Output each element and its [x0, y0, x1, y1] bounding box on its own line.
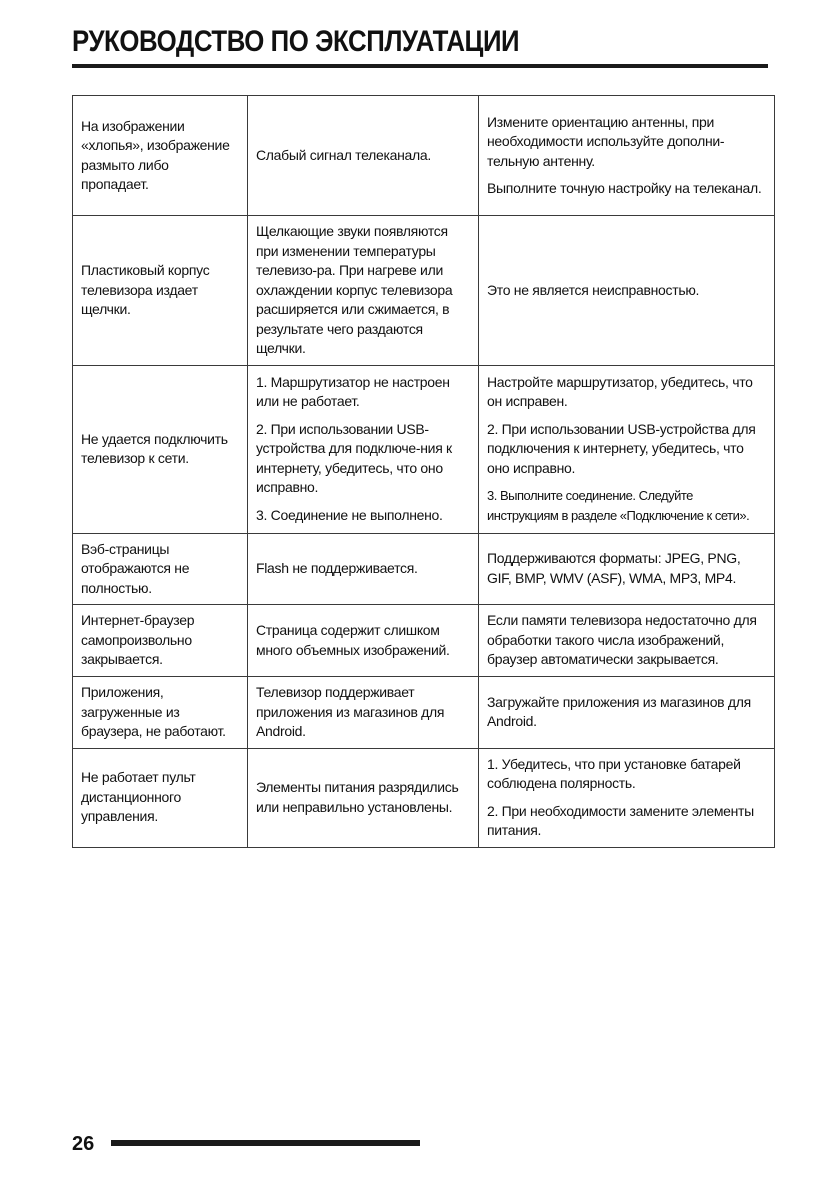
solution-cell [479, 96, 775, 216]
troubleshooting-table [72, 95, 775, 848]
cause-cell [248, 533, 479, 605]
solution-cell [479, 216, 775, 366]
solution-text: Это не является неисправностью. [487, 281, 700, 298]
cause-cell [248, 216, 479, 366]
solution-cell [479, 677, 775, 749]
solution-cell [479, 533, 775, 605]
cause-text: 2. При использовании USB-устройства для подключе-ния к интернету, убедитесь, что оно исправно. [256, 420, 452, 496]
table-row [73, 605, 775, 677]
table-row [73, 216, 775, 366]
problem-text: На изображении «хлопья», изображение размыто либо пропадает. [81, 117, 230, 192]
table-row [73, 365, 775, 533]
table-row [73, 96, 775, 216]
cause-cell [248, 365, 479, 533]
cause-text: Телевизор поддерживает приложения из магазинов для Android. [256, 684, 445, 739]
problem-text: Пластиковый корпус телевизора издает щелчки. [81, 262, 210, 317]
solution-cell [479, 748, 775, 847]
solution-text: 2. При использовании USB-устройства для подключения к интернету, убедитесь, что оно исправно. [487, 420, 756, 476]
page-number: 26 [72, 1133, 95, 1155]
problem-cell [73, 96, 248, 216]
cause-text: 1. Маршрутизатор не настроен или не работает. [256, 373, 450, 410]
problem-cell [73, 605, 248, 677]
problem-text: Не удается подключить телевизор к сети. [81, 430, 228, 466]
problem-cell [73, 365, 248, 533]
solution-text: 1. Убедитесь, что при установке батарей соблюдена полярность. [487, 755, 741, 791]
problem-text: Приложения, загруженные из браузера, не работают. [81, 684, 226, 739]
solution-text: 2. При необходимости замените элементы питания. [487, 802, 754, 838]
cause-text: Страница содержит слишком много объемных изображений. [256, 622, 450, 658]
problem-text: Интернет-браузер самопроизвольно закрывается. [81, 612, 195, 668]
problem-cell [73, 677, 248, 749]
cause-text: Элементы питания разрядились или неправильно установлены. [256, 779, 459, 815]
problem-text: Вэб-страницы отображаются не полностью. [81, 540, 190, 596]
cause-cell [248, 96, 479, 216]
solution-text: Поддерживаются форматы: JPEG, PNG, GIF, BMP, WMV (ASF), WMA, MP3, MP4. [487, 550, 741, 586]
solution-text: Настройте маршрутизатор, убедитесь, что он исправен. [487, 373, 753, 410]
solution-cell [479, 365, 775, 533]
page-title: РУКОВОДСТВО ПО ЭКСПЛУАТАЦИИ [72, 25, 520, 58]
cause-cell [248, 605, 479, 677]
solution-text: Выполните точную настройку на телеканал. [487, 180, 762, 196]
table-row [73, 533, 775, 605]
cause-text: 3. Соединение не выполнено. [256, 506, 443, 523]
cause-text: Слабый сигнал телеканала. [256, 146, 431, 163]
cause-text: Щелкающие звуки появляются при изменении температуры телевизо-ра. При нагреве или охлаждении корпус телевизора расширяется или сжимается, в результате чего раздаются щелчки. [256, 223, 453, 356]
cause-cell [248, 748, 479, 847]
solution-text: Загружайте приложения из магазинов для Android. [487, 693, 751, 730]
problem-cell [73, 748, 248, 847]
table-row [73, 677, 775, 749]
solution-text: Если памяти телевизора недостаточно для обработки такого числа изображений, браузер автоматически закрывается. [487, 612, 757, 668]
problem-cell [73, 216, 248, 366]
footer-divider [111, 1140, 420, 1146]
cause-cell [248, 677, 479, 749]
table-row [73, 748, 775, 847]
problem-text: Не работает пульт дистанционного управления. [81, 769, 196, 825]
cause-text: Flash не поддерживается. [256, 560, 418, 576]
solution-text: 3. Выполните соединение. Следуйте инструкциям в разделе «Подключение к сети». [487, 488, 750, 523]
solution-cell [479, 605, 775, 677]
title-divider [72, 64, 768, 68]
solution-text: Измените ориентацию антенны, при необходимости используйте дополни-тельную антенну. [487, 113, 725, 169]
problem-cell [73, 533, 248, 605]
